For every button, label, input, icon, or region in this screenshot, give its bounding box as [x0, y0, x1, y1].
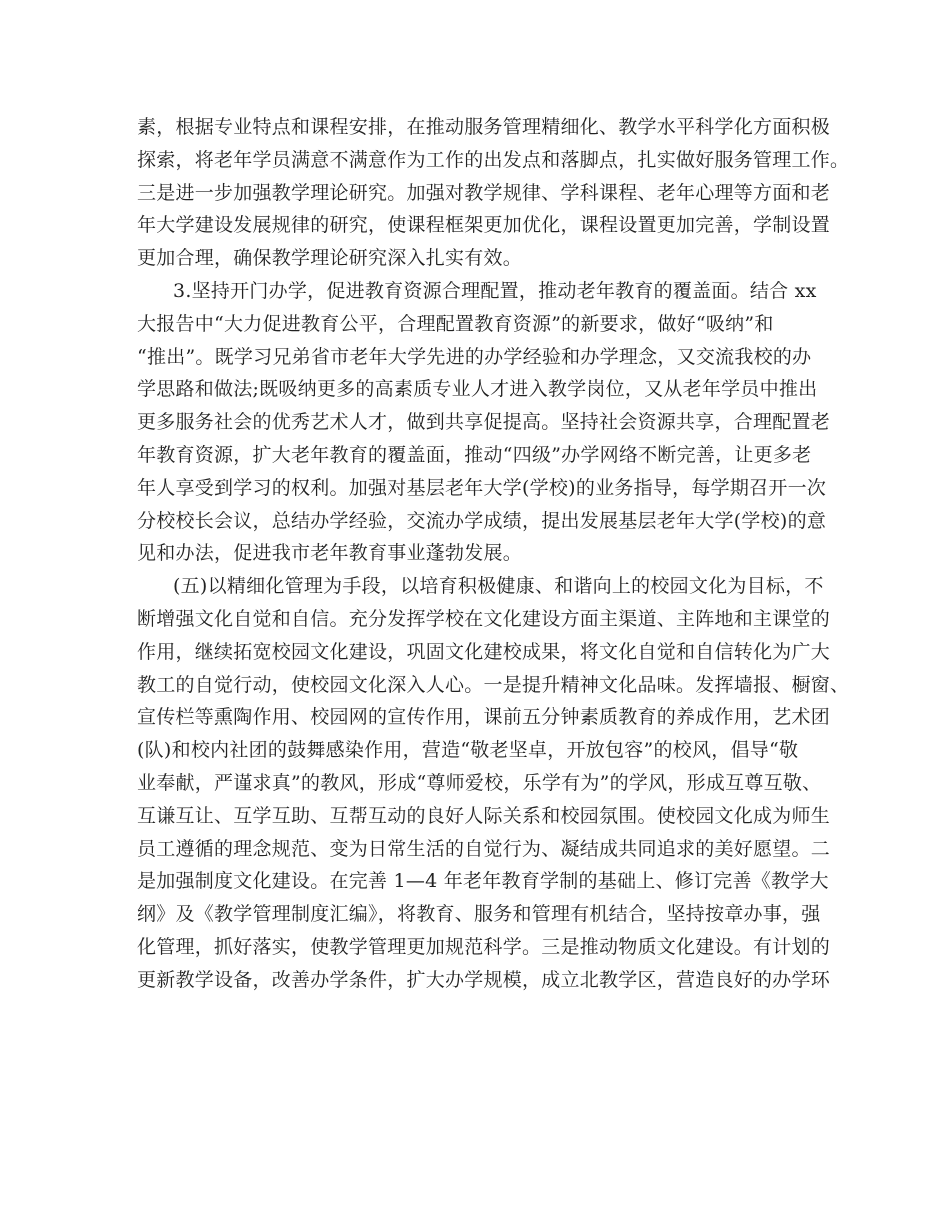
text-line: 纲》及《教学管理制度汇编》，将教育、服务和管理有机结合，坚持按章办事，强: [137, 903, 821, 926]
text-line: 见和办法，促进我市老年教育事业蓬勃发展。: [137, 542, 523, 565]
text-line: 年教育资源，扩大老年教育的覆盖面，推动“四级”办学网络不断完善，让更多老: [137, 443, 812, 466]
text-line: 年人享受到学习的权利。加强对基层老年大学(学校)的业务指导，每学期召开一次: [137, 476, 827, 499]
text-line: 员工遵循的理念规范、变为日常生活的自觉行为、凝结成共同追求的美好愿望。二: [137, 837, 831, 860]
text-line: (五)以精细化管理为手段，以培育积极健康、和谐向上的校园文化为目标，不: [173, 575, 824, 598]
text-line: 教工的自觉行动，使校园文化深入人心。一是提升精神文化品味。发挥墙报、橱窗、: [137, 673, 850, 696]
text-line: 更加合理，确保教学理论研究深入扎实有效。: [137, 247, 523, 270]
text-line: 断增强文化自觉和自信。充分发挥学校在文化建设方面主渠道、主阵地和主课堂的: [137, 607, 831, 630]
text-line: 更多服务社会的优秀艺术人才，做到共享促提高。坚持社会资源共享，合理配置老: [137, 411, 831, 434]
text-line: 大报告中“大力促进教育公平，合理配置教育资源”的新要求，做好“吸纳”和: [137, 312, 774, 335]
text-line: 3.坚持开门办学，促进教育资源合理配置，推动老年教育的覆盖面。结合 xx: [173, 279, 817, 302]
paragraph-campus-culture: [137, 570, 850, 996]
text-line: 宣传栏等熏陶作用、校园网的宣传作用，课前五分钟素质教育的养成作用，艺术团: [137, 706, 831, 729]
text-line: 学思路和做法;既吸纳更多的高素质专业人才进入教学岗位，又从老年学员中推出: [137, 378, 818, 401]
text-line: 年大学建设发展规律的研究，使课程框架更加优化，课程设置更加完善，学制设置: [137, 214, 831, 237]
document-body: [137, 111, 850, 997]
text-line: (队)和校内社团的鼓舞感染作用，营造“敬老坚卓，开放包容”的校风，倡导“敬: [137, 739, 799, 762]
text-line: 化管理，抓好落实，使教学管理更加规范科学。三是推动物质文化建设。有计划的: [137, 935, 831, 958]
text-line: 互谦互让、互学互助、互帮互动的良好人际关系和校园氛围。使校园文化成为师生: [137, 804, 831, 827]
text-line: 探索，将老年学员满意不满意作为工作的出发点和落脚点，扎实做好服务管理工作。: [137, 148, 850, 171]
text-line: 分校校长会议，总结办学经验，交流办学成绩，提出发展基层老年大学(学校)的意: [137, 509, 827, 532]
text-line: “推出”。既学习兄弟省市老年大学先进的办学经验和办学理念，又交流我校的办: [137, 345, 812, 368]
text-line: 作用，继续拓宽校园文化建设，巩固文化建校成果，将文化自觉和自信转化为广大: [137, 640, 831, 663]
text-line: 三是进一步加强教学理论研究。加强对教学规律、学科课程、老年心理等方面和老: [137, 181, 831, 204]
text-line: 更新教学设备，改善办学条件，扩大办学规模，成立北教学区，营造良好的办学环: [137, 968, 831, 991]
paragraph-continuation: [137, 111, 850, 275]
paragraph-open-schooling: [137, 275, 831, 570]
text-line: 业奉献，严谨求真”的教风，形成“尊师爱校，乐学有为”的学风，形成互尊互敬、: [137, 771, 822, 794]
text-line: 是加强制度文化建设。在完善 1—4 年老年教育学制的基础上、修订完善《教学大: [137, 870, 829, 893]
text-line: 素，根据专业特点和课程安排，在推动服务管理精细化、教学水平科学化方面积极: [137, 116, 831, 138]
